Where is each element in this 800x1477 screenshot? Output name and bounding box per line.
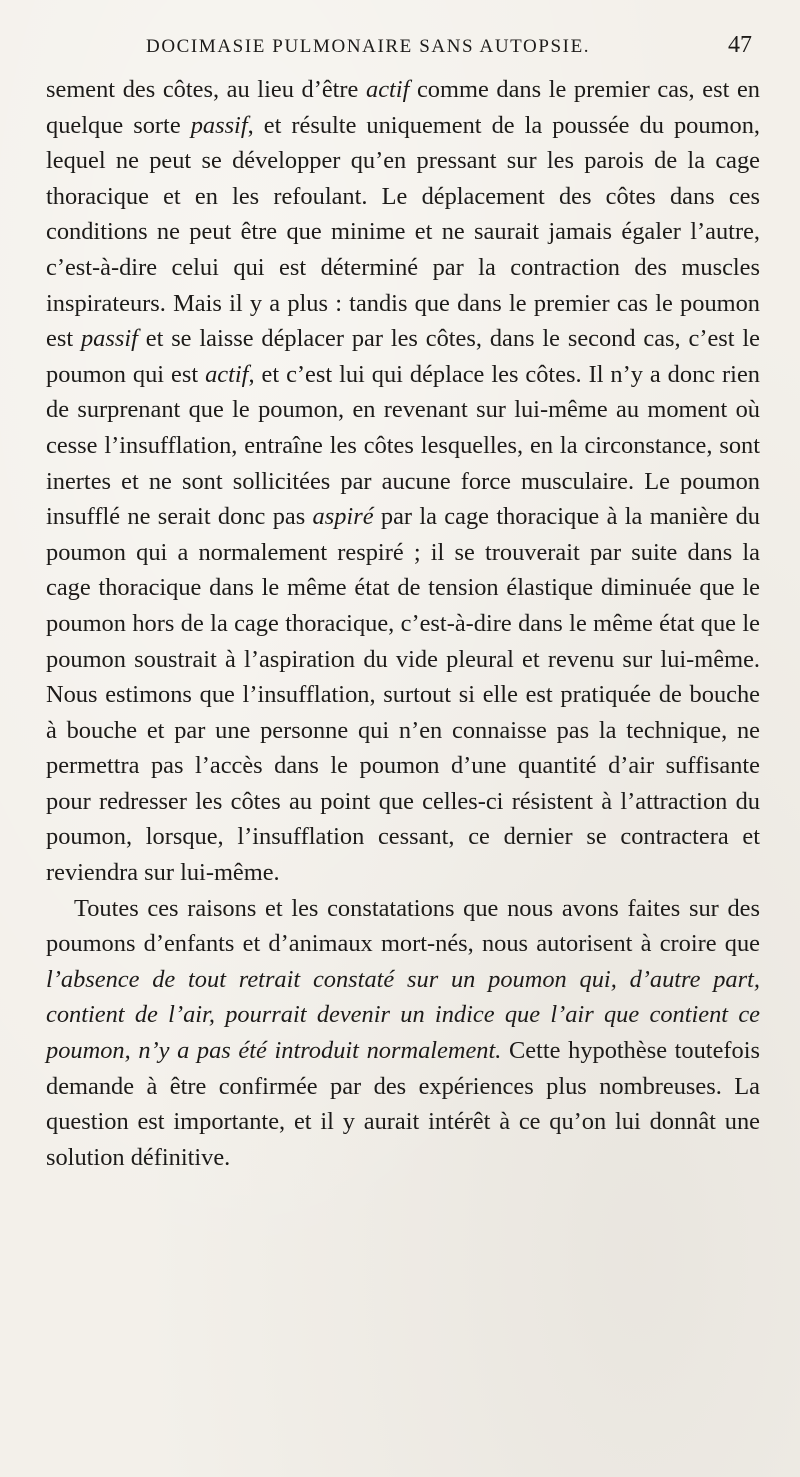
italic-text-run: actif [205, 360, 249, 388]
paragraph-1 [46, 72, 760, 891]
text-run: par la cage thoracique à la manière du poumon qui a normalement respiré ; il se trouverait par suite dans la cage thoracique dans le même état de tension élastique diminuée que le poumon hors de la cage thoracique, c’est-à-dire dans le même état que le poumon soustrait à l’aspiration du vide pleural et revenu sur lui-même. Nous estimons que l’insufflation, surtout si elle est pratiquée de bouche à bouche et par une personne qui n’en connaisse pas la technique, ne permettra pas l’accès dans le poumon d’une quantité d’air suffisante pour redresser les côtes au point que celles-ci résistent à l’attraction du poumon, lorsque, l’insufflation cessant, ce dernier se contractera et reviendra sur lui-même. [46, 503, 760, 887]
text-run: , et résulte uniquement de la poussée du poumon, lequel ne peut se développer qu’en pressant sur les parois de la cage thoracique et en les refoulant. Le déplacement des côtes dans ces conditions ne peut être que minime et ne saurait jamais égaler l’autre, c’est-à-dire celui qui est déterminé par la contraction des muscles inspirateurs. Mais il y a plus : tandis que dans le premier cas le poumon est [46, 111, 760, 353]
paragraph-2 [46, 891, 760, 1176]
running-title: DOCIMASIE PULMONAIRE SANS AUTOPSIE. [146, 36, 591, 57]
italic-text-run: actif [366, 76, 410, 103]
text-run: et se laisse déplacer par les côtes, dans le second cas, c’est le poumon qui est [46, 325, 760, 388]
italic-text-run: passif [190, 111, 248, 139]
text-run: sement des côtes, au lieu d’être [46, 76, 366, 103]
text-run: Cette hypothèse toutefois demande à être confirmée par des expériences plus nombreuses. La question est importante, et il y aurait intérêt à ce qu’on lui donnât une solution définitive. [46, 1037, 760, 1171]
running-header [46, 32, 760, 72]
text-run: comme dans le premier cas, est en quelque sorte [46, 76, 760, 139]
text-run: Toutes ces raisons et les constatations que nous avons faites sur des poumons d’enfants et d’animaux mort-nés, nous autorisent à croire que [46, 894, 760, 958]
italic-text-run: aspiré [312, 503, 374, 531]
text-run: , et c’est lui qui déplace les côtes. Il n’y a donc rien de surprenant que le poumon, en revenant sur lui-même au moment où cesse l’insufflation, entraîne les côtes lesquelles, en la circonstance, sont inertes et ne sont sollicitées par aucune force musculaire. Le poumon insufflé ne serait donc pas [46, 360, 760, 531]
page-number: 47 [728, 32, 752, 58]
italic-text-run: passif [80, 325, 138, 353]
body-text [46, 72, 760, 1175]
italic-text-run: l’absence de tout retrait constaté sur un poumon qui, d’autre part, contient de l’air, pourrait devenir un indice que l’air que contient ce poumon, n’y a pas été introduit normalement. [46, 965, 760, 1065]
